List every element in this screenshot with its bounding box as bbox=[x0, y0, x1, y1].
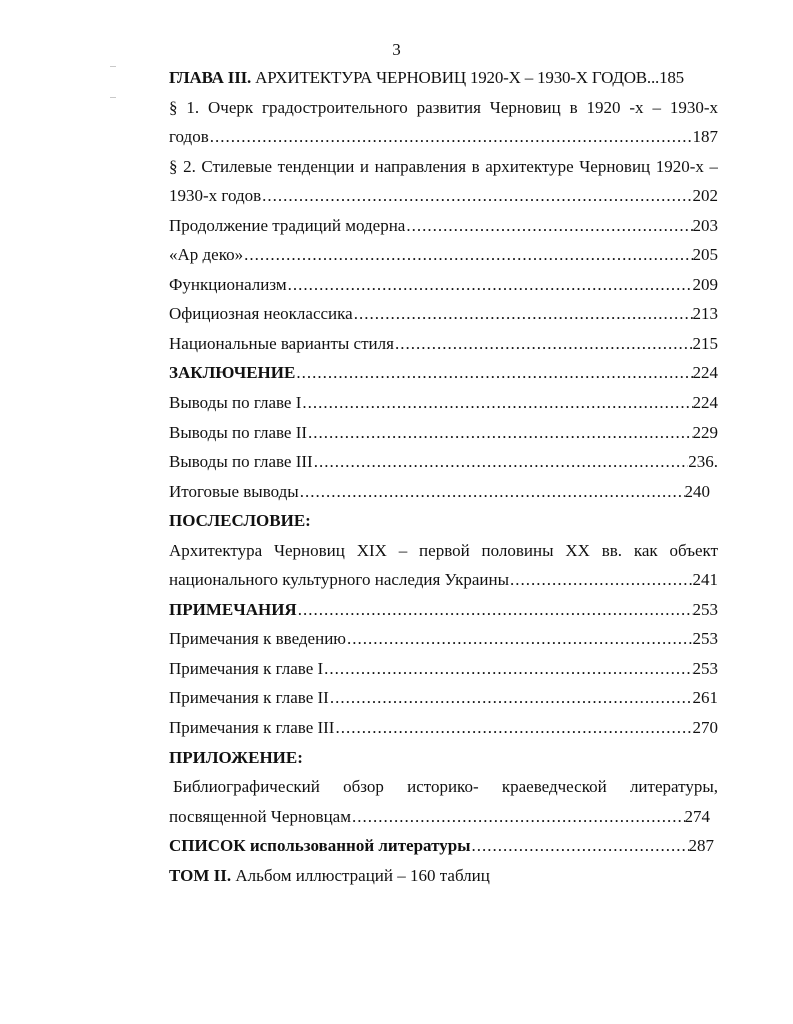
toc-conclusion-item bbox=[169, 388, 718, 418]
toc-page-number: 287 bbox=[688, 836, 714, 856]
toc-entry-title: ПРИМЕЧАНИЯ bbox=[169, 599, 297, 619]
dot-leader bbox=[243, 240, 692, 270]
dot-leader bbox=[346, 624, 693, 654]
toc-entry-title: Выводы по главе II bbox=[169, 422, 308, 442]
toc-page-number: 205 bbox=[692, 245, 718, 265]
dot-leader bbox=[297, 595, 693, 625]
toc-page-number: 240 bbox=[684, 481, 710, 501]
toc-entry-title: Официозная неоклассика bbox=[169, 304, 353, 324]
dot-leader bbox=[313, 447, 689, 477]
toc-notes-item bbox=[169, 713, 718, 743]
dot-leader bbox=[470, 831, 688, 861]
dot-leader bbox=[307, 418, 692, 448]
dot-leader bbox=[209, 122, 693, 152]
toc-page-number: 253 bbox=[692, 658, 718, 678]
toc-entry-title: Итоговые выводы bbox=[169, 481, 299, 501]
references-title: использованной литературы bbox=[249, 836, 471, 856]
toc-entry-title: Примечания к главе III bbox=[169, 718, 335, 738]
toc-page-number: 253 bbox=[692, 599, 718, 619]
toc-afterword-line2 bbox=[169, 565, 718, 595]
toc-afterword-heading: ПОСЛЕСЛОВИЕ: bbox=[169, 511, 311, 531]
toc-notes-item bbox=[169, 624, 718, 654]
toc-conclusion-item bbox=[169, 418, 718, 448]
dot-leader bbox=[323, 654, 692, 684]
toc-entry-title: Выводы по главе I bbox=[169, 393, 302, 413]
toc-sub-item bbox=[169, 270, 718, 300]
scan-mark bbox=[110, 66, 116, 67]
table-of-contents bbox=[169, 63, 718, 890]
toc-notes-item bbox=[169, 683, 718, 713]
dot-leader bbox=[351, 802, 685, 832]
dot-leader bbox=[334, 713, 692, 743]
dot-leader bbox=[509, 565, 693, 595]
toc-page-number: 224 bbox=[692, 393, 718, 413]
toc-notes-item bbox=[169, 654, 718, 684]
dot-leader bbox=[353, 299, 693, 329]
toc-references bbox=[169, 831, 714, 861]
toc-page-number: 213 bbox=[692, 304, 718, 324]
toc-section-1-line2 bbox=[169, 122, 718, 152]
toc-section-2-line2 bbox=[169, 181, 718, 211]
toc-entry-title bbox=[169, 831, 470, 861]
dot-leader bbox=[261, 181, 692, 211]
toc-section-2-line1: § 2. Стилевые тенденции и направления в архитектуре Черновиц 1920-х – bbox=[169, 156, 718, 176]
toc-entry-title: ЗАКЛЮЧЕНИЕ bbox=[169, 363, 296, 383]
dot-leader bbox=[287, 270, 693, 300]
toc-page-number: 241 bbox=[692, 570, 718, 590]
toc-entry-title: годов bbox=[169, 127, 209, 147]
toc-entry-title: Примечания к введению bbox=[169, 629, 346, 649]
toc-sub-item bbox=[169, 211, 718, 241]
toc-entry-title: Выводы по главе III bbox=[169, 452, 313, 472]
volume-label: ТОМ II. bbox=[169, 865, 232, 885]
toc-appendix-line2 bbox=[169, 802, 710, 832]
toc-page-number: 187 bbox=[692, 127, 718, 147]
dot-leader bbox=[299, 477, 685, 507]
chapter-title: АРХИТЕКТУРА ЧЕРНОВИЦ 1920-Х – 1930-Х ГОДОВ...185 bbox=[255, 68, 684, 87]
toc-entry-title: 1930-х годов bbox=[169, 186, 262, 206]
toc-page-number: 224 bbox=[692, 363, 718, 383]
toc-entry-title: национального культурного наследия Украины bbox=[169, 570, 509, 590]
toc-page-number: 215 bbox=[692, 333, 718, 353]
page-number: 3 bbox=[392, 40, 401, 59]
dot-leader bbox=[394, 329, 693, 359]
references-label: СПИСОК bbox=[169, 836, 246, 856]
dot-leader bbox=[405, 211, 692, 241]
volume-title: Альбом иллюстраций – 160 таблиц bbox=[235, 865, 490, 885]
toc-page-number: 203 bbox=[692, 215, 718, 235]
toc-sub-item bbox=[169, 329, 718, 359]
chapter-label: ГЛАВА III. bbox=[169, 68, 252, 87]
toc-conclusion bbox=[169, 358, 718, 388]
dot-leader bbox=[329, 683, 693, 713]
toc-page-number: 202 bbox=[692, 186, 718, 206]
toc-sub-item bbox=[169, 240, 718, 270]
toc-entry-title: Продолжение традиций модерна bbox=[169, 215, 406, 235]
toc-afterword-line1: Архитектура Черновиц XIX – первой половины XX вв. как объект bbox=[169, 540, 718, 560]
toc-sub-item bbox=[169, 299, 718, 329]
toc-conclusion-item bbox=[169, 447, 718, 477]
scan-mark bbox=[110, 97, 116, 98]
toc-page-number: 209 bbox=[692, 274, 718, 294]
toc-entry-title: Примечания к главе I bbox=[169, 658, 324, 678]
toc-entry-title: посвященной Черновцам bbox=[169, 806, 351, 826]
toc-page-number: 229 bbox=[692, 422, 718, 442]
toc-page-number: 253 bbox=[692, 629, 718, 649]
dot-leader bbox=[295, 358, 692, 388]
toc-page-number: 261 bbox=[692, 688, 718, 708]
toc-entry-title: Примечания к главе II bbox=[169, 688, 329, 708]
toc-volume-2 bbox=[169, 861, 718, 891]
toc-section-1-line1: § 1. Очерк градостроительного развития Черновиц в 1920 -х – 1930-х bbox=[169, 97, 718, 117]
toc-page-number: 274 bbox=[684, 806, 710, 826]
toc-notes bbox=[169, 595, 718, 625]
dot-leader bbox=[301, 388, 692, 418]
toc-entry-title: Функционализм bbox=[169, 274, 287, 294]
toc-entry-title: Национальные варианты стиля bbox=[169, 333, 394, 353]
toc-appendix-line1: Библиографический обзор историко- краеведческой литературы, bbox=[173, 777, 718, 797]
toc-appendix-heading: ПРИЛОЖЕНИЕ: bbox=[169, 747, 303, 767]
toc-entry-title: «Ар деко» bbox=[169, 245, 244, 265]
toc-page-number: 236. bbox=[688, 452, 718, 472]
toc-chapter-3 bbox=[169, 63, 718, 93]
toc-conclusion-item bbox=[169, 477, 710, 507]
toc-page-number: 270 bbox=[692, 718, 718, 738]
